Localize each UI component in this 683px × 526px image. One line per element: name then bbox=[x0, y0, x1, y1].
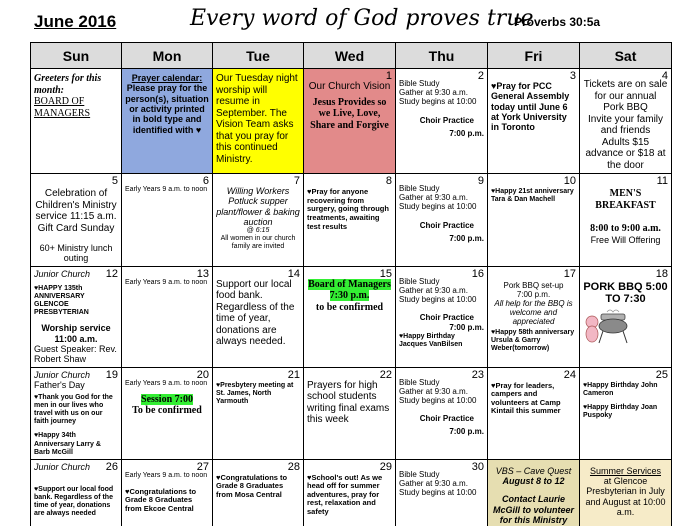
board-of-managers-meeting: Board of Managers 7:30 p.m. bbox=[308, 278, 391, 302]
choir-practice-time: 7:00 p.m. bbox=[449, 233, 484, 243]
day-cell-fri-w1 bbox=[488, 69, 580, 174]
choir-practice-label: Choir Practice bbox=[419, 115, 474, 125]
day-cell-tue-w3 bbox=[213, 266, 304, 367]
date-number: 1 bbox=[385, 70, 392, 82]
date-number: 10 bbox=[563, 175, 576, 187]
bible-study-gather: Gather at 9:30 a.m. bbox=[399, 478, 468, 488]
day-cell-thu-w5 bbox=[396, 459, 488, 526]
day-header-tue: Tue bbox=[213, 43, 304, 69]
date-number: 19 bbox=[105, 368, 118, 381]
church-vision-text: Jesus Provides so we Live, Love, Share and Forgive bbox=[310, 96, 389, 131]
bible-study-gather: Gather at 9:30 a.m. bbox=[399, 193, 468, 203]
pork-bbq-event: PORK BBQ 5:00 TO 7:30 bbox=[583, 280, 668, 306]
date-number: 12 bbox=[105, 267, 118, 280]
week-row-4 bbox=[31, 367, 672, 459]
day-cell-sat-w4 bbox=[580, 367, 672, 459]
fathers-day-label: Father's Day bbox=[34, 379, 85, 390]
anniversary-weber: ♥Happy 58th anniversary Ursula & Garry Weber(tomorrow) bbox=[491, 328, 575, 352]
choir-practice-label: Choir Practice bbox=[419, 220, 474, 230]
date-number: 21 bbox=[287, 368, 300, 381]
greeters-names: BOARD OF MANAGERS bbox=[34, 96, 91, 119]
bbq-grill-icon bbox=[583, 308, 641, 344]
bible-study-begins: Study begins at 10:00 bbox=[399, 202, 477, 212]
willing-workers-label: Willing Workers bbox=[226, 186, 290, 196]
choir-practice-time: 7:00 p.m. bbox=[449, 128, 484, 138]
date-number: 28 bbox=[287, 460, 300, 473]
date-number: 22 bbox=[379, 368, 392, 381]
mens-breakfast-title: MEN'S BREAKFAST bbox=[595, 188, 656, 211]
day-cell-tue-w5 bbox=[213, 459, 304, 526]
choir-practice-label: Choir Practice bbox=[419, 313, 474, 323]
choir-practice-time: 7:00 p.m. bbox=[449, 323, 484, 333]
date-number: 3 bbox=[569, 70, 576, 82]
day-cell-sat-w1 bbox=[580, 69, 672, 174]
date-number: 26 bbox=[105, 460, 118, 473]
early-years-note: Early Years 9 a.m. to noon bbox=[125, 278, 208, 286]
birthday-cameron: ♥Happy Birthday John Cameron bbox=[583, 381, 658, 397]
date-number: 14 bbox=[287, 267, 300, 280]
schools-out-prayer: ♥School's out! As we head off for summer adventures, pray for rest, relaxation and safety bbox=[307, 472, 383, 517]
date-number: 7 bbox=[293, 175, 300, 187]
session-to-be-confirmed: To be confirmed bbox=[132, 405, 202, 417]
day-cell-thu-w2 bbox=[396, 174, 488, 267]
bible-study-gather: Gather at 9:30 a.m. bbox=[399, 88, 468, 98]
date-number: 6 bbox=[202, 175, 209, 187]
day-cell-thu-w4 bbox=[396, 367, 488, 459]
choir-practice-time: 7:00 p.m. bbox=[449, 427, 484, 437]
anniversary-mcgill: ♥Happy 34th Anniversary Larry & Barb McGill bbox=[34, 432, 101, 456]
childrens-ministry-service: Celebration of Children's Ministry service 11:15 a.m. bbox=[35, 188, 117, 222]
bbq-setup-label: Pork BBQ set-up bbox=[503, 280, 564, 290]
month-title: June 2016 bbox=[34, 12, 117, 31]
day-cell-sun-w3 bbox=[31, 266, 122, 367]
day-cell-fri-w2 bbox=[488, 174, 580, 267]
date-number: 15 bbox=[379, 267, 392, 280]
date-number: 13 bbox=[196, 267, 209, 280]
day-header-mon: Mon bbox=[122, 43, 213, 69]
day-cell-sat-w2 bbox=[580, 174, 672, 267]
summer-services-details: at Glencoe Presbyterian in July and August at 10:00 a.m. bbox=[585, 475, 666, 517]
day-cell-sat-w5 bbox=[580, 459, 672, 526]
food-bank-note: Support our local food bank. Regardless of the time of year, donations are always needed. bbox=[216, 278, 295, 348]
exam-prayers: Prayers for high school students writing final exams this week bbox=[307, 379, 390, 426]
guest-speaker: Guest Speaker: Rev. Robert Shaw bbox=[34, 343, 117, 365]
bbq-price-text: Adults $15 advance or $18 at the door bbox=[585, 136, 666, 171]
day-cell-sun-w1 bbox=[31, 69, 122, 174]
day-cell-sat-w3 bbox=[580, 266, 672, 367]
tuesday-worship-note: Our Tuesday night worship will resume in September. The Vision Team asks that you pray for this continued Ministry. bbox=[216, 73, 298, 165]
vbs-title: VBS – Cave Quest bbox=[495, 465, 572, 476]
day-cell-wed-w1 bbox=[304, 69, 396, 174]
birthday-vanbilsen: ♥Happy Birthday Jacques VanBilsen bbox=[399, 332, 463, 348]
day-cell-wed-w5 bbox=[304, 459, 396, 526]
day-cell-sun-w5 bbox=[31, 459, 122, 526]
day-cell-tue-w2 bbox=[213, 174, 304, 267]
day-cell-sun-w4 bbox=[31, 367, 122, 459]
day-header-sun: Sun bbox=[31, 43, 122, 69]
choir-practice-label: Choir Practice bbox=[419, 414, 474, 424]
date-number: 11 bbox=[656, 175, 668, 187]
day-header-thu: Thu bbox=[396, 43, 488, 69]
junior-church-label: Junior Church bbox=[34, 369, 91, 380]
day-cell-wed-w3 bbox=[304, 266, 396, 367]
church-vision-title: Our Church Vision bbox=[308, 81, 391, 92]
bbq-help-note: All help for the BBQ is welcome and appreciated bbox=[494, 299, 573, 327]
free-will-offering: Free Will Offering bbox=[590, 234, 661, 245]
mens-breakfast-time: 8:00 to 9:00 a.m. bbox=[590, 223, 661, 234]
verse-reference: Proverbs 30:5a bbox=[514, 15, 601, 29]
potluck-auction-text: Potluck supper plant/flower & baking auction bbox=[216, 196, 300, 228]
day-cell-mon-w3 bbox=[122, 266, 213, 367]
week-row-3 bbox=[31, 266, 672, 367]
grads-ekcoe-central: ♥Congratulations to Grade 8 Graduates from Ekcoe Central bbox=[125, 486, 197, 513]
bible-study-label: Bible Study bbox=[399, 184, 440, 193]
junior-church-label: Junior Church bbox=[34, 461, 91, 472]
day-cell-wed-w4 bbox=[304, 367, 396, 459]
date-number: 27 bbox=[196, 460, 209, 473]
bible-study-label: Bible Study bbox=[399, 469, 440, 479]
bbq-tickets-text: Tickets are on sale for our annual Pork BBQ bbox=[583, 79, 668, 113]
day-cell-mon-w2 bbox=[122, 174, 213, 267]
recovery-prayer: ♥Pray for anyone recovering from surgery, going through treatments, awaiting test results bbox=[307, 187, 389, 231]
bbq-invite-text: Invite your family and friends bbox=[587, 113, 664, 136]
week-row-2 bbox=[31, 174, 672, 267]
weekday-header-row bbox=[31, 43, 672, 69]
date-number: 4 bbox=[661, 70, 668, 82]
date-number: 18 bbox=[655, 267, 668, 280]
camp-kintail-prayer: ♥Pray for leaders, campers and volunteers at Camp Kintail this summer bbox=[491, 380, 561, 416]
date-number: 23 bbox=[471, 368, 484, 381]
birthday-puspoky: ♥Happy Birthday Joan Puspoky bbox=[583, 403, 658, 419]
bible-study-label: Bible Study bbox=[399, 276, 440, 286]
early-years-note: Early Years 9 a.m. to noon bbox=[125, 471, 208, 479]
summer-services-title: Summer Services bbox=[589, 465, 661, 476]
pcc-assembly-prayer: ♥Pray for PCC General Assembly today until June 6 at York University in Toronto bbox=[491, 81, 570, 133]
bible-study-label: Bible Study bbox=[399, 79, 440, 88]
vbs-dates: August 8 to 12 bbox=[502, 475, 565, 486]
calendar-header bbox=[0, 0, 683, 42]
food-bank-support: ♥Support our local food bank. Regardless of the time of year, donations are always needed bbox=[34, 485, 114, 518]
vbs-volunteer-note: Contact Laurie McGill to volunteer for this Ministry bbox=[492, 494, 574, 525]
bible-study-gather: Gather at 9:30 a.m. bbox=[399, 386, 468, 396]
day-cell-tue-w1 bbox=[213, 69, 304, 174]
early-years-note: Early Years 9 a.m. to noon bbox=[125, 186, 208, 193]
date-number: 20 bbox=[196, 368, 209, 381]
day-cell-thu-w1 bbox=[396, 69, 488, 174]
date-number: 2 bbox=[477, 70, 484, 82]
date-number: 8 bbox=[385, 175, 392, 187]
potluck-time: @ 6:15 bbox=[246, 227, 270, 235]
date-number: 30 bbox=[471, 460, 484, 473]
day-cell-thu-w3 bbox=[396, 266, 488, 367]
prayer-calendar-title: Prayer calendar: bbox=[131, 73, 203, 83]
day-cell-tue-w4 bbox=[213, 367, 304, 459]
fathers-day-prayer: ♥Thank you God for the men in our lives who travel with us on our faith journey bbox=[34, 394, 113, 426]
date-number: 9 bbox=[477, 175, 484, 187]
gift-card-sunday: Gift Card Sunday bbox=[37, 222, 115, 234]
grads-mosa-central: ♥Congratulations to Grade 8 Graduates from Mosa Central bbox=[216, 472, 288, 499]
date-number: 5 bbox=[111, 175, 118, 187]
board-to-be-confirmed: to be confirmed bbox=[315, 301, 384, 313]
week-row-5 bbox=[31, 459, 672, 526]
bbq-setup-time: 7:00 p.m. bbox=[516, 289, 551, 299]
day-cell-fri-w4 bbox=[488, 367, 580, 459]
day-cell-fri-w5 bbox=[488, 459, 580, 526]
bible-study-begins: Study begins at 10:00 bbox=[399, 97, 477, 107]
day-cell-wed-w2 bbox=[304, 174, 396, 267]
anniversary-machell: ♥Happy 21st anniversary Tara & Dan Machell bbox=[491, 188, 574, 204]
date-number: 29 bbox=[379, 460, 392, 473]
presbytery-meeting: ♥Presbytery meeting at St. James, North Yarmouth bbox=[216, 381, 294, 405]
day-cell-sun-w2 bbox=[31, 174, 122, 267]
anniversary-glencoe: ♥HAPPY 135th ANNIVERSARY GLENCOE PRESBYTERIAN bbox=[34, 285, 89, 317]
date-number: 25 bbox=[655, 368, 668, 381]
junior-church-label: Junior Church bbox=[34, 268, 91, 279]
bible-study-begins: Study begins at 10:00 bbox=[399, 295, 477, 305]
bible-study-begins: Study begins at 10:00 bbox=[399, 487, 477, 497]
early-years-note: Early Years 9 a.m. to noon bbox=[125, 379, 208, 387]
bible-study-begins: Study begins at 10:00 bbox=[399, 395, 477, 405]
women-invited-text: All women in our church family are invited bbox=[220, 235, 296, 251]
theme-title: Every word of God proves true bbox=[190, 6, 534, 31]
date-number: 16 bbox=[471, 267, 484, 280]
worship-service-time: Worship service 11:00 a.m. bbox=[41, 323, 111, 344]
day-header-wed: Wed bbox=[304, 43, 396, 69]
day-header-sat: Sat bbox=[580, 43, 672, 69]
prayer-calendar-text: Please pray for the person(s), situation or activity printed in bold type and identified with ♥ bbox=[125, 83, 209, 135]
day-cell-mon-w1 bbox=[122, 69, 213, 174]
day-cell-mon-w5 bbox=[122, 459, 213, 526]
week-row-1 bbox=[31, 69, 672, 174]
day-cell-mon-w4 bbox=[122, 367, 213, 459]
day-header-fri: Fri bbox=[488, 43, 580, 69]
greeters-label: Greeters for this month: bbox=[34, 73, 102, 96]
day-cell-fri-w3 bbox=[488, 266, 580, 367]
ministry-lunch-outing: 60+ Ministry lunch outing bbox=[39, 243, 113, 264]
date-number: 24 bbox=[563, 368, 576, 381]
bible-study-label: Bible Study bbox=[399, 377, 440, 387]
date-number: 17 bbox=[563, 267, 576, 280]
bible-study-gather: Gather at 9:30 a.m. bbox=[399, 285, 468, 295]
calendar-grid bbox=[30, 42, 672, 526]
session-meeting: Session 7:00 bbox=[141, 393, 193, 405]
